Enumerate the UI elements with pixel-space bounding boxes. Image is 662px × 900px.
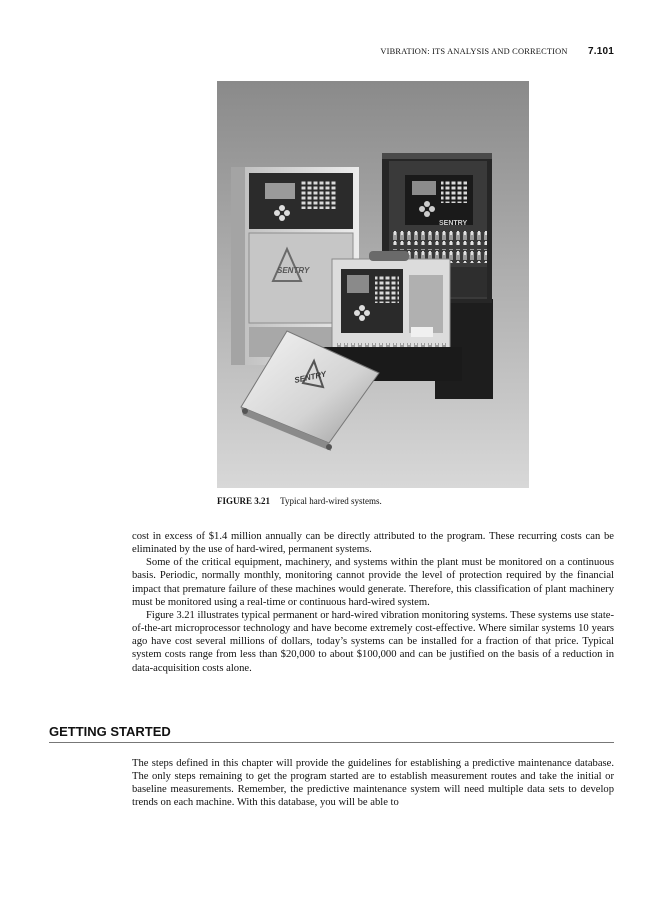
brand-mark-lid: SENTRY: [293, 369, 328, 385]
paragraph: Figure 3.21 illustrates typical permanent or hard-wired vibration monitoring systems. These systems use state-of-the-art microprocessor technology and have become extremely cost-effective. Where similar systems 10 years ago have cost several millions of dollars, today’s systems can be installed for a fraction of that price. Typical system costs range from less than $20,000 to about $100,000 and can be justified on the basis of a reduction in data-acquisition costs alone.: [132, 609, 614, 674]
chapter-title: VIBRATION: ITS ANALYSIS AND CORRECTION: [380, 47, 568, 56]
paragraph: Some of the critical equipment, machinery, and systems within the plant must be monitored on a continuous basis. Periodic, normally monthly, monitoring cannot provide the level of protection required by the financial impact that premature failure of these machines would generate. Therefore, this classification of plant machinery must be monitored using a real-time or continuous hard-wired system.: [132, 557, 614, 608]
section-heading: GETTING STARTED: [49, 724, 614, 743]
running-head: [0, 46, 614, 57]
paragraph: cost in excess of $1.4 million annually can be directly attributed to the program. These recurring costs can be eliminated by the use of hard-wired, permanent systems.: [132, 531, 614, 556]
brand-mark-rear: SENTRY: [439, 220, 468, 227]
figure-photo: [217, 81, 529, 488]
paragraph: The steps defined in this chapter will provide the guidelines for establishing a predictive maintenance database. The only steps remaining to get the program started are to establish measurement routes and take the initial or baseline measurements. Remember, the predictive maintenance system will need multiple data sets to develop trends on each machine. With this database, you will be able to: [132, 758, 614, 809]
figure-caption-text: Typical hard-wired systems.: [280, 496, 382, 506]
body-text-top: [132, 530, 614, 675]
figure-label: FIGURE 3.21: [217, 496, 271, 506]
brand-mark-left: SENTRY: [277, 266, 310, 275]
figure-caption: [217, 496, 382, 506]
page-number: 7.101: [587, 46, 614, 57]
body-text-section: [132, 757, 614, 810]
